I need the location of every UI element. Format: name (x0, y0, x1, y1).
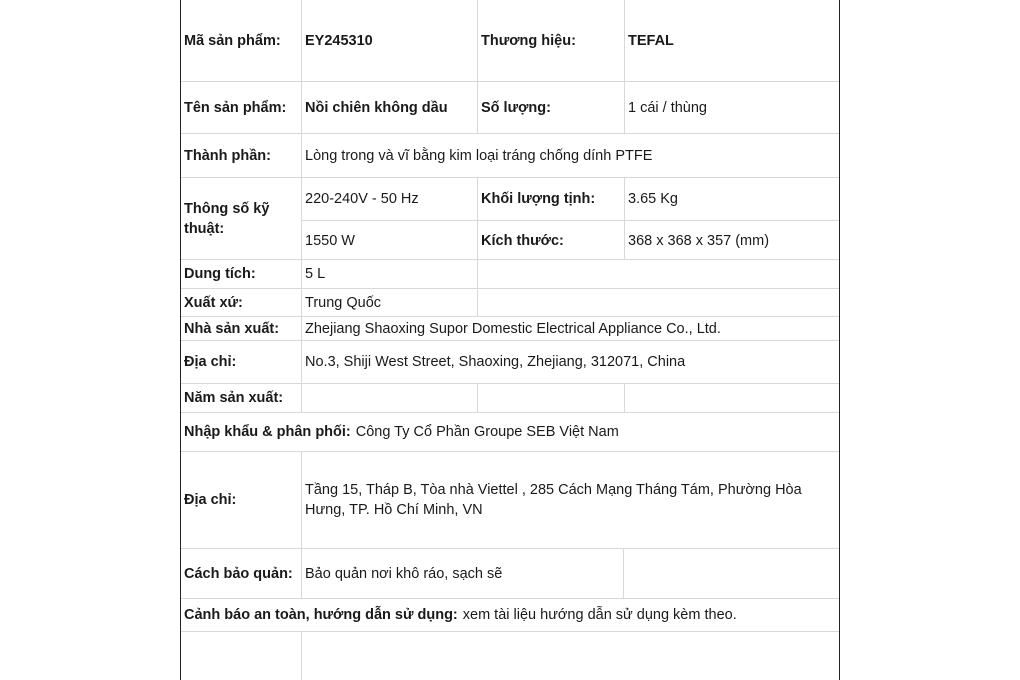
row-empty (181, 632, 840, 680)
value-manufacturer: Zhejiang Shaoxing Supor Domestic Electrical Appliance Co., Ltd. (301, 317, 840, 340)
safety-line (181, 599, 840, 631)
empty-cell (623, 549, 840, 598)
product-spec-table (180, 0, 840, 680)
empty-cell (477, 384, 624, 412)
value-net-weight: 3.65 Kg (624, 178, 840, 220)
label-origin: Xuất xứ: (184, 294, 243, 311)
label-safety-warning: Cảnh báo an toàn, hướng dẫn sử dụng: (184, 607, 458, 623)
value-address: No.3, Shiji West Street, Shaoxing, Zhejiang, 312071, China (301, 341, 840, 383)
value-dimensions: 368 x 368 x 357 (mm) (624, 221, 840, 260)
value-capacity: 5 L (301, 260, 477, 288)
value-voltage: 220-240V - 50 Hz (301, 178, 477, 220)
label-importer: Nhập khẩu & phân phối: (184, 424, 351, 440)
value-manufacture-year (301, 384, 477, 412)
empty-cell (624, 384, 840, 412)
row-importer (181, 413, 840, 452)
empty-cell (181, 632, 301, 680)
label-capacity: Dung tích: (184, 266, 256, 282)
value-storage: Bảo quản nơi khô ráo, sạch sẽ (301, 549, 623, 598)
value-product-name: Nồi chiên không dầu (301, 82, 477, 133)
value-importer: Công Ty Cổ Phần Groupe SEB Việt Nam (355, 424, 619, 440)
value-brand: TEFAL (624, 0, 840, 81)
row-storage (181, 549, 840, 599)
label-manufacture-year: Năm sản xuất: (184, 390, 284, 406)
value-safety-warning: xem tài liệu hướng dẫn sử dụng kèm theo. (462, 607, 737, 623)
importer-line (181, 413, 840, 451)
value-product-code: EY245310 (301, 0, 477, 81)
label-importer-address: Địa chỉ: (184, 492, 237, 508)
row-safety-warning (181, 599, 840, 632)
empty-cell (301, 632, 840, 680)
row-manufacturer (181, 317, 840, 341)
row-product-name (181, 82, 840, 134)
empty-cell (477, 289, 840, 316)
label-brand: Thương hiệu: (477, 0, 624, 81)
label-quantity: Số lượng: (477, 82, 624, 133)
row-product-code (181, 0, 840, 82)
label-address: Địa chỉ: (184, 354, 237, 370)
label-technical-specs: Thông số kỹ thuật: (184, 200, 270, 237)
value-quantity: 1 cái / thùng (624, 82, 840, 133)
row-importer-address (181, 452, 840, 549)
empty-cell (477, 260, 840, 288)
row-capacity (181, 260, 840, 289)
value-importer-address: Tầng 15, Tháp B, Tòa nhà Viettel , 285 Cách Mạng Tháng Tám, Phường Hòa Hưng, TP. Hồ Chí Minh, VN (301, 452, 840, 548)
row-address (181, 341, 840, 384)
row-composition (181, 134, 840, 178)
value-composition: Lòng trong và vĩ bằng kim loại tráng chống dính PTFE (301, 134, 840, 177)
row-origin (181, 289, 840, 317)
label-manufacturer: Nhà sản xuất: (184, 320, 280, 337)
label-composition: Thành phần: (184, 147, 271, 164)
value-origin: Trung Quốc (301, 289, 477, 316)
label-net-weight: Khối lượng tịnh: (477, 178, 624, 220)
label-storage: Cách bảo quản: (184, 565, 293, 582)
label-dimensions: Kích thước: (477, 221, 624, 260)
row-technical-specs (181, 178, 840, 260)
label-product-code: Mã sản phẩm: (184, 32, 281, 49)
label-product-name: Tên sản phẩm: (184, 99, 287, 116)
value-power: 1550 W (301, 221, 477, 260)
row-manufacture-year (181, 384, 840, 413)
